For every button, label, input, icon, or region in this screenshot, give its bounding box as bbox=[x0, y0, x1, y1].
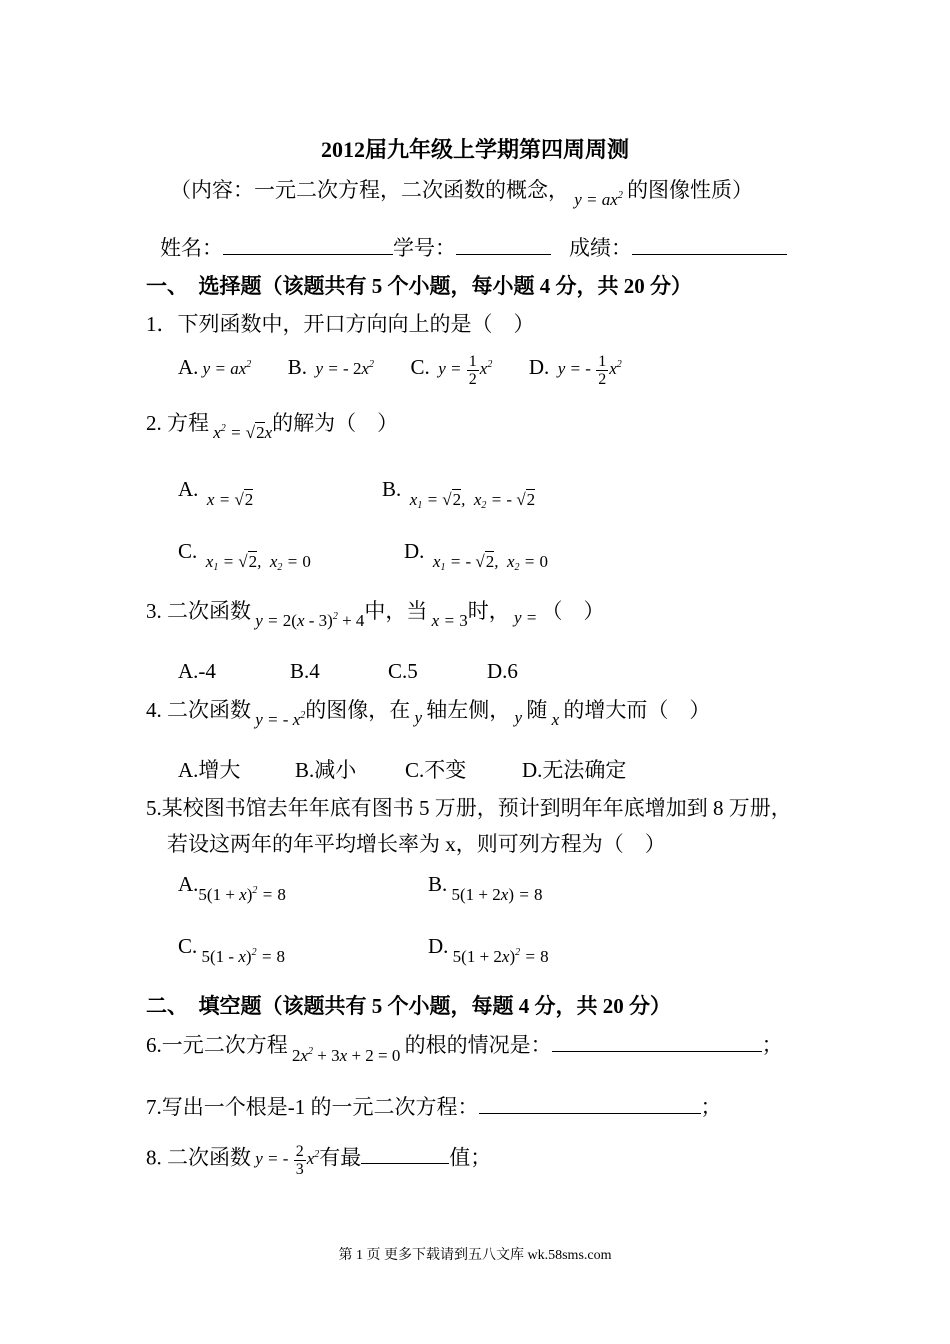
student-info-line bbox=[160, 234, 787, 261]
section-fill-heading: 二、 填空题（该题共有 5 个小题，每题 4 分，共 20 分） bbox=[146, 994, 671, 1018]
q7-line: 7.写出一个根是-1 的一元二次方程： ； bbox=[146, 1095, 722, 1119]
q2-option-a[interactable]: A. $_{x = √2}$ bbox=[178, 477, 254, 509]
q1-options bbox=[178, 353, 622, 388]
q6-answer-blank[interactable] bbox=[552, 1031, 762, 1052]
name-blank[interactable] bbox=[223, 234, 393, 255]
q3-stem: 3. 二次函数 $_{y = 2(x - 3)^2 + 4}$中，当 $_{x = 3}$时， $_{y =}$ （ ） bbox=[146, 599, 605, 630]
q5-option-d[interactable]: D. $_{5(1 + 2x)^2 = 8}$ bbox=[428, 934, 549, 966]
subtitle-suffix: 的图像性质） bbox=[627, 178, 754, 202]
page-title: 2012届九年级上学期第四周周测 bbox=[320, 137, 629, 162]
q1-option-b[interactable]: B. y = - $2x^2$ bbox=[287, 355, 374, 380]
q3-options bbox=[178, 658, 518, 684]
q2-stem: 2. 方程 $_{x^2 = √2x}$的解为（ ） bbox=[146, 411, 399, 442]
q1-option-d[interactable]: D. y = - $\frac{1}{2}$ $x^2$ bbox=[528, 353, 622, 388]
score-blank[interactable] bbox=[632, 234, 787, 255]
q4-option-b[interactable]: B.减小 bbox=[295, 758, 357, 782]
q3-option-c[interactable]: C.5 bbox=[388, 659, 418, 683]
q5-option-c[interactable]: C. $_{5(1 - x)^2 = 8}$ bbox=[178, 934, 286, 966]
subtitle bbox=[170, 177, 754, 209]
q3-option-a[interactable]: A.-4 bbox=[178, 659, 216, 683]
q5-stem-line1: 5.某校图书馆去年年底有图书 5 万册，预计到明年年底增加到 8 万册， bbox=[146, 796, 792, 820]
q4-options bbox=[178, 757, 626, 783]
number-blank[interactable] bbox=[456, 234, 551, 255]
q1-option-c[interactable]: C. y = $\frac{1}{2}$ $x^2$ bbox=[410, 353, 493, 388]
q4-option-a[interactable]: A.增大 bbox=[178, 758, 241, 782]
q4-stem: 4. 二次函数 $_{y = - x^2}$的图像，在 $_y$ 轴左侧， $_y$ 随 $_x$ 的增大而（ ） bbox=[146, 698, 711, 729]
q3-option-d[interactable]: D.6 bbox=[487, 659, 518, 683]
q6-line: 6.一元二次方程 $_{2x^2 + 3x + 2 = 0}$ 的根的情况是： ； bbox=[146, 1033, 783, 1065]
section-choice-heading: 一、 选择题（该题共有 5 个小题，每小题 4 分，共 20 分） bbox=[146, 274, 692, 298]
number-label: 学号： bbox=[393, 236, 456, 260]
q2-option-d[interactable]: D. $_{x_1 = - √2, x_2 = 0}$ bbox=[404, 539, 548, 573]
name-label: 姓名： bbox=[160, 236, 223, 260]
q1-stem: 1．下列函数中，开口方向向上的是（ ） bbox=[146, 312, 535, 336]
page-footer: 第 1 页 更多下载请到五八文库 wk.58sms.com bbox=[338, 1248, 612, 1263]
subtitle-prefix: （内容：一元二次方程，二次函数的概念， bbox=[170, 178, 569, 202]
q8-line: 8. 二次函数 y = - $\frac{2}{3}$ $x^2$有最 值； bbox=[146, 1143, 492, 1178]
q4-option-c[interactable]: C.不变 bbox=[405, 758, 467, 782]
q5-option-a[interactable]: $A._{5(1 + x)^2 = 8}$ bbox=[178, 872, 286, 904]
q5-option-b[interactable]: B. $_{5(1 + 2x) = 8}$ bbox=[428, 872, 543, 904]
subtitle-formula: y = ax2 bbox=[574, 190, 623, 209]
q2-option-b[interactable]: B. $_{x_1 = √2, x_2 = - √2}$ bbox=[382, 477, 536, 511]
q1-option-a[interactable]: A. $y = ax^2$ bbox=[178, 355, 252, 380]
q3-option-b[interactable]: B.4 bbox=[290, 659, 320, 683]
q2-option-c[interactable]: C. $_{x_1 = √2, x_2 = 0}$ bbox=[178, 539, 311, 573]
q4-option-d[interactable]: D.无法确定 bbox=[522, 758, 627, 782]
q8-answer-blank[interactable] bbox=[361, 1143, 449, 1164]
q5-stem-line2: 若设这两年的年平均增长率为 x，则可列方程为（ ） bbox=[167, 832, 666, 856]
q7-answer-blank[interactable] bbox=[479, 1093, 701, 1114]
score-label: 成绩： bbox=[569, 236, 632, 260]
